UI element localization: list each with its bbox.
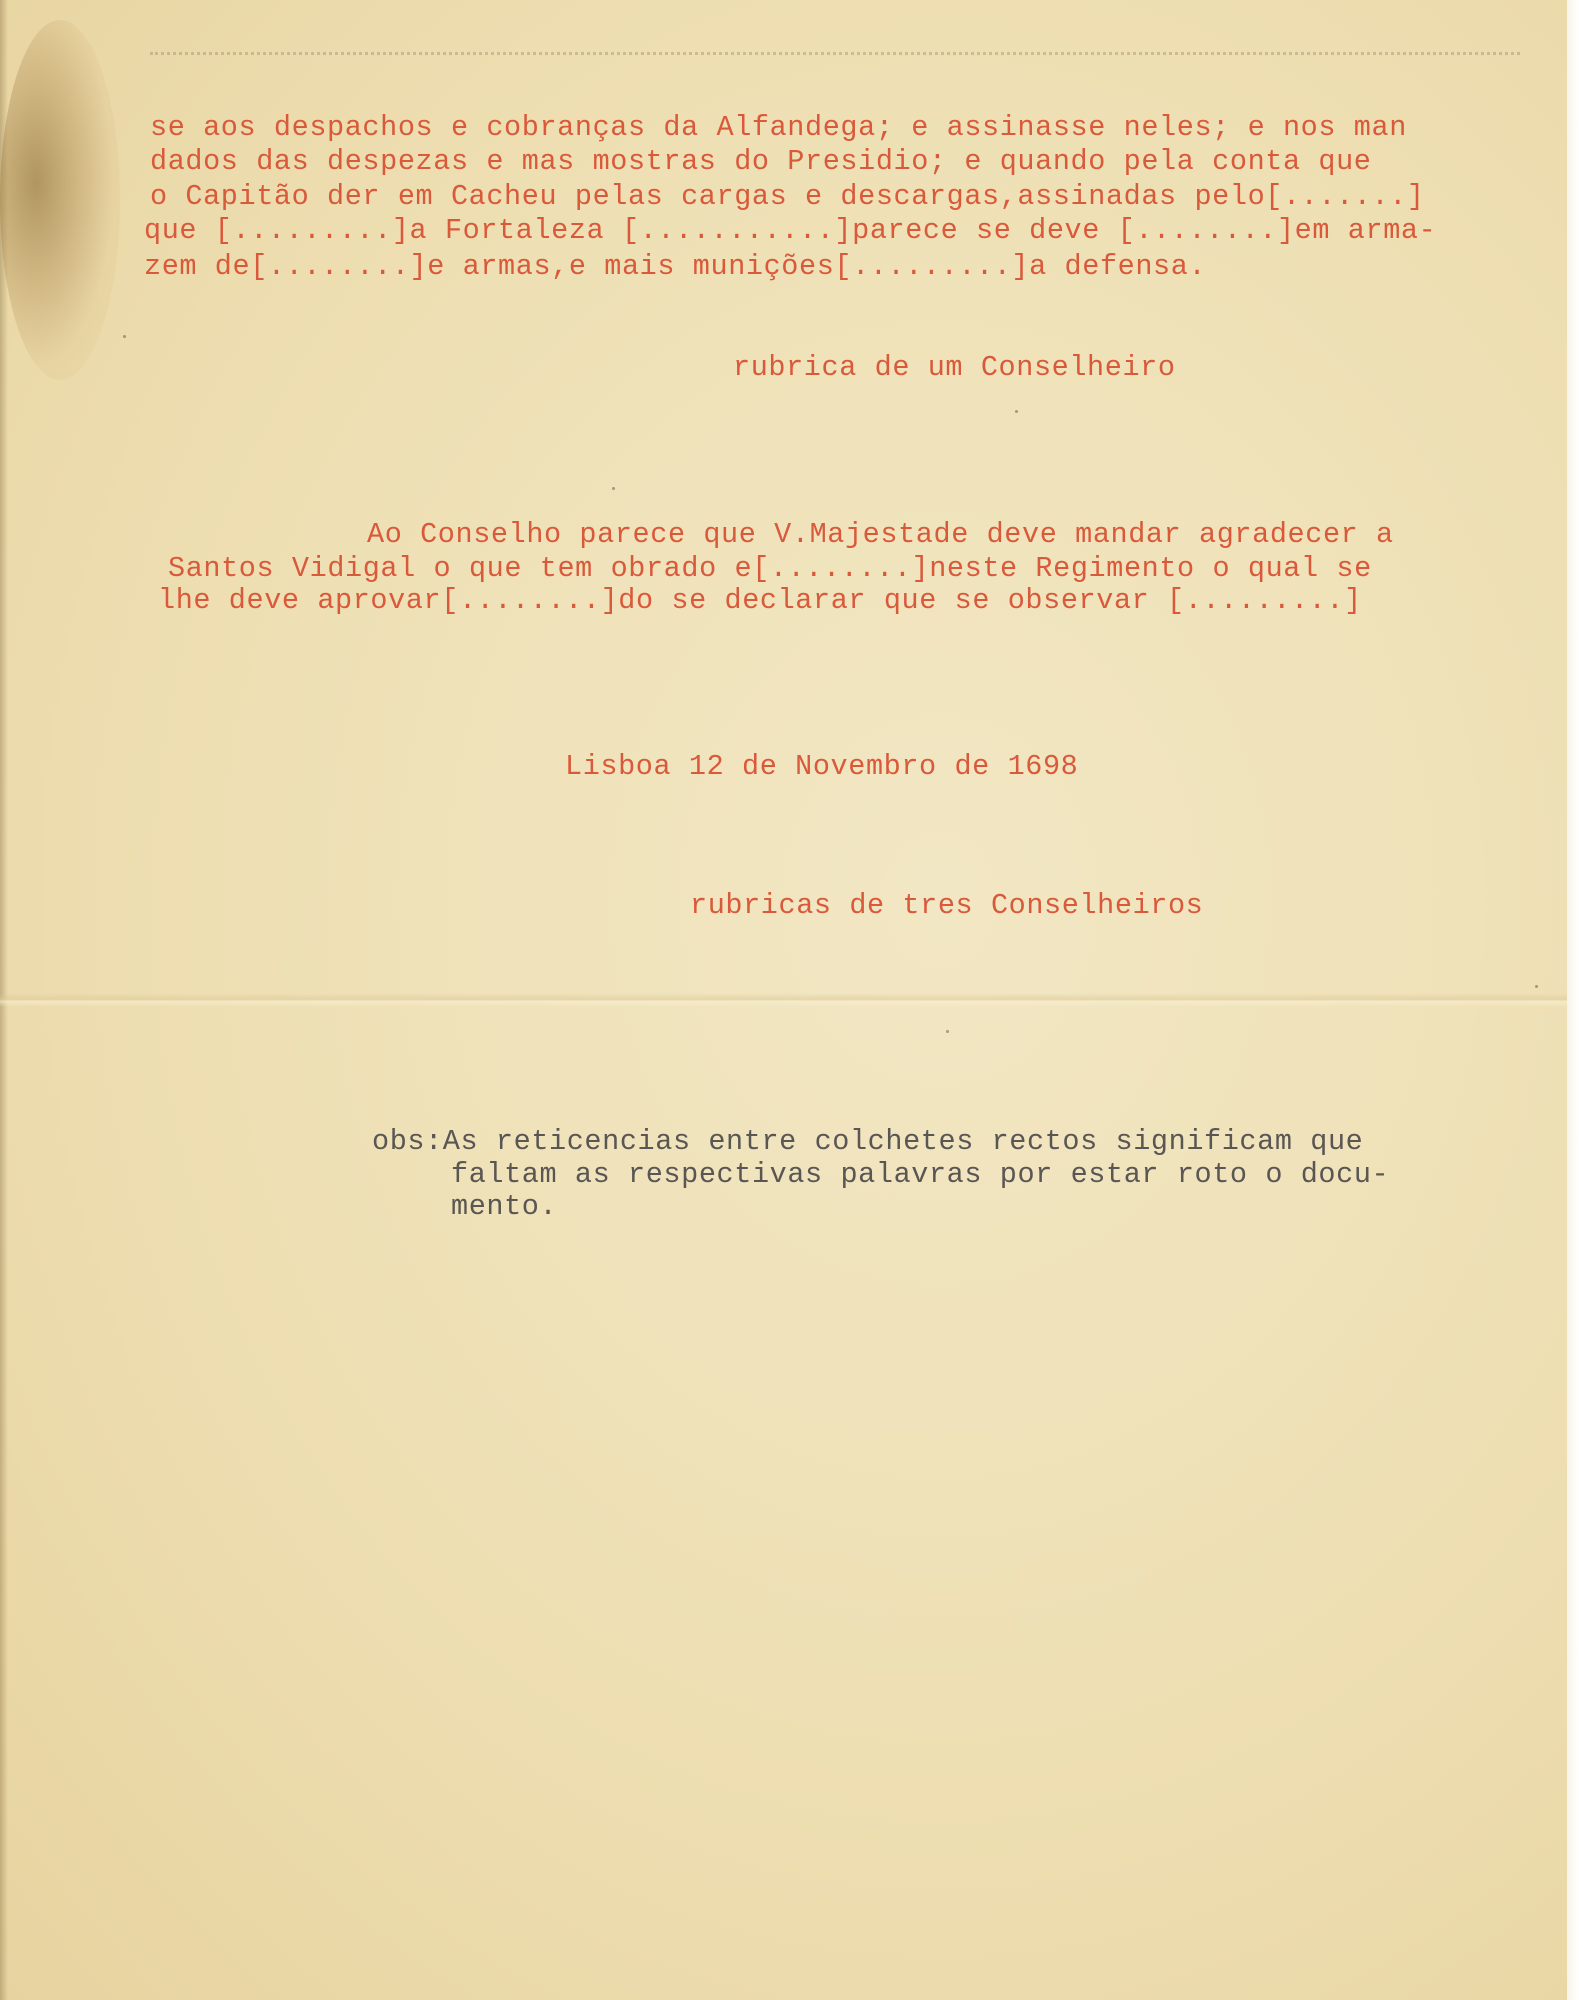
paper-speck (946, 1030, 949, 1033)
paper-speck (123, 335, 126, 338)
paragraph1-line-3: o Capitão der em Cacheu pelas cargas e descargas,assinadas pelo[.......] (150, 180, 1425, 213)
water-stain (0, 20, 120, 380)
signature-one-councillor: rubrica de um Conselheiro (733, 351, 1176, 384)
paper-speck (1015, 410, 1018, 413)
paragraph2-line-2: Santos Vidigal o que tem obrado e[........]neste Regimento o qual se (168, 552, 1372, 585)
paragraph1-line-1: se aos despachos e cobranças da Alfandega; e assinasse neles; e nos man (150, 111, 1407, 144)
note-line-2: faltam as respectivas palavras por estar roto o docu- (451, 1158, 1390, 1191)
note-line-1: obs:As reticencias entre colchetes rectos significam que (372, 1125, 1364, 1158)
paragraph1-line-2: dados das despezas e mas mostras do Presidio; e quando pela conta que (150, 145, 1372, 178)
paragraph2-line-3: lhe deve aprovar[........]do se declarar que se observar [.........] (158, 584, 1362, 617)
note-line-3: mento. (451, 1190, 558, 1223)
paragraph1-line-4: que [.........]a Fortaleza [...........]parece se deve [........]em arma- (144, 214, 1437, 247)
paper-speck (1535, 985, 1538, 988)
paper-fold-crease (0, 993, 1567, 1007)
faint-top-line (150, 52, 1520, 63)
date-line: Lisboa 12 de Novembro de 1698 (565, 750, 1079, 783)
paragraph1-line-5: zem de[........]e armas,e mais munições[.........]a defensa. (144, 250, 1207, 283)
signature-three-councillors: rubricas de tres Conselheiros (690, 889, 1204, 922)
scan-margin (1567, 0, 1579, 2000)
paragraph2-line-1: Ao Conselho parece que V.Majestade deve mandar agradecer a (367, 518, 1394, 551)
paper-speck (612, 487, 615, 490)
